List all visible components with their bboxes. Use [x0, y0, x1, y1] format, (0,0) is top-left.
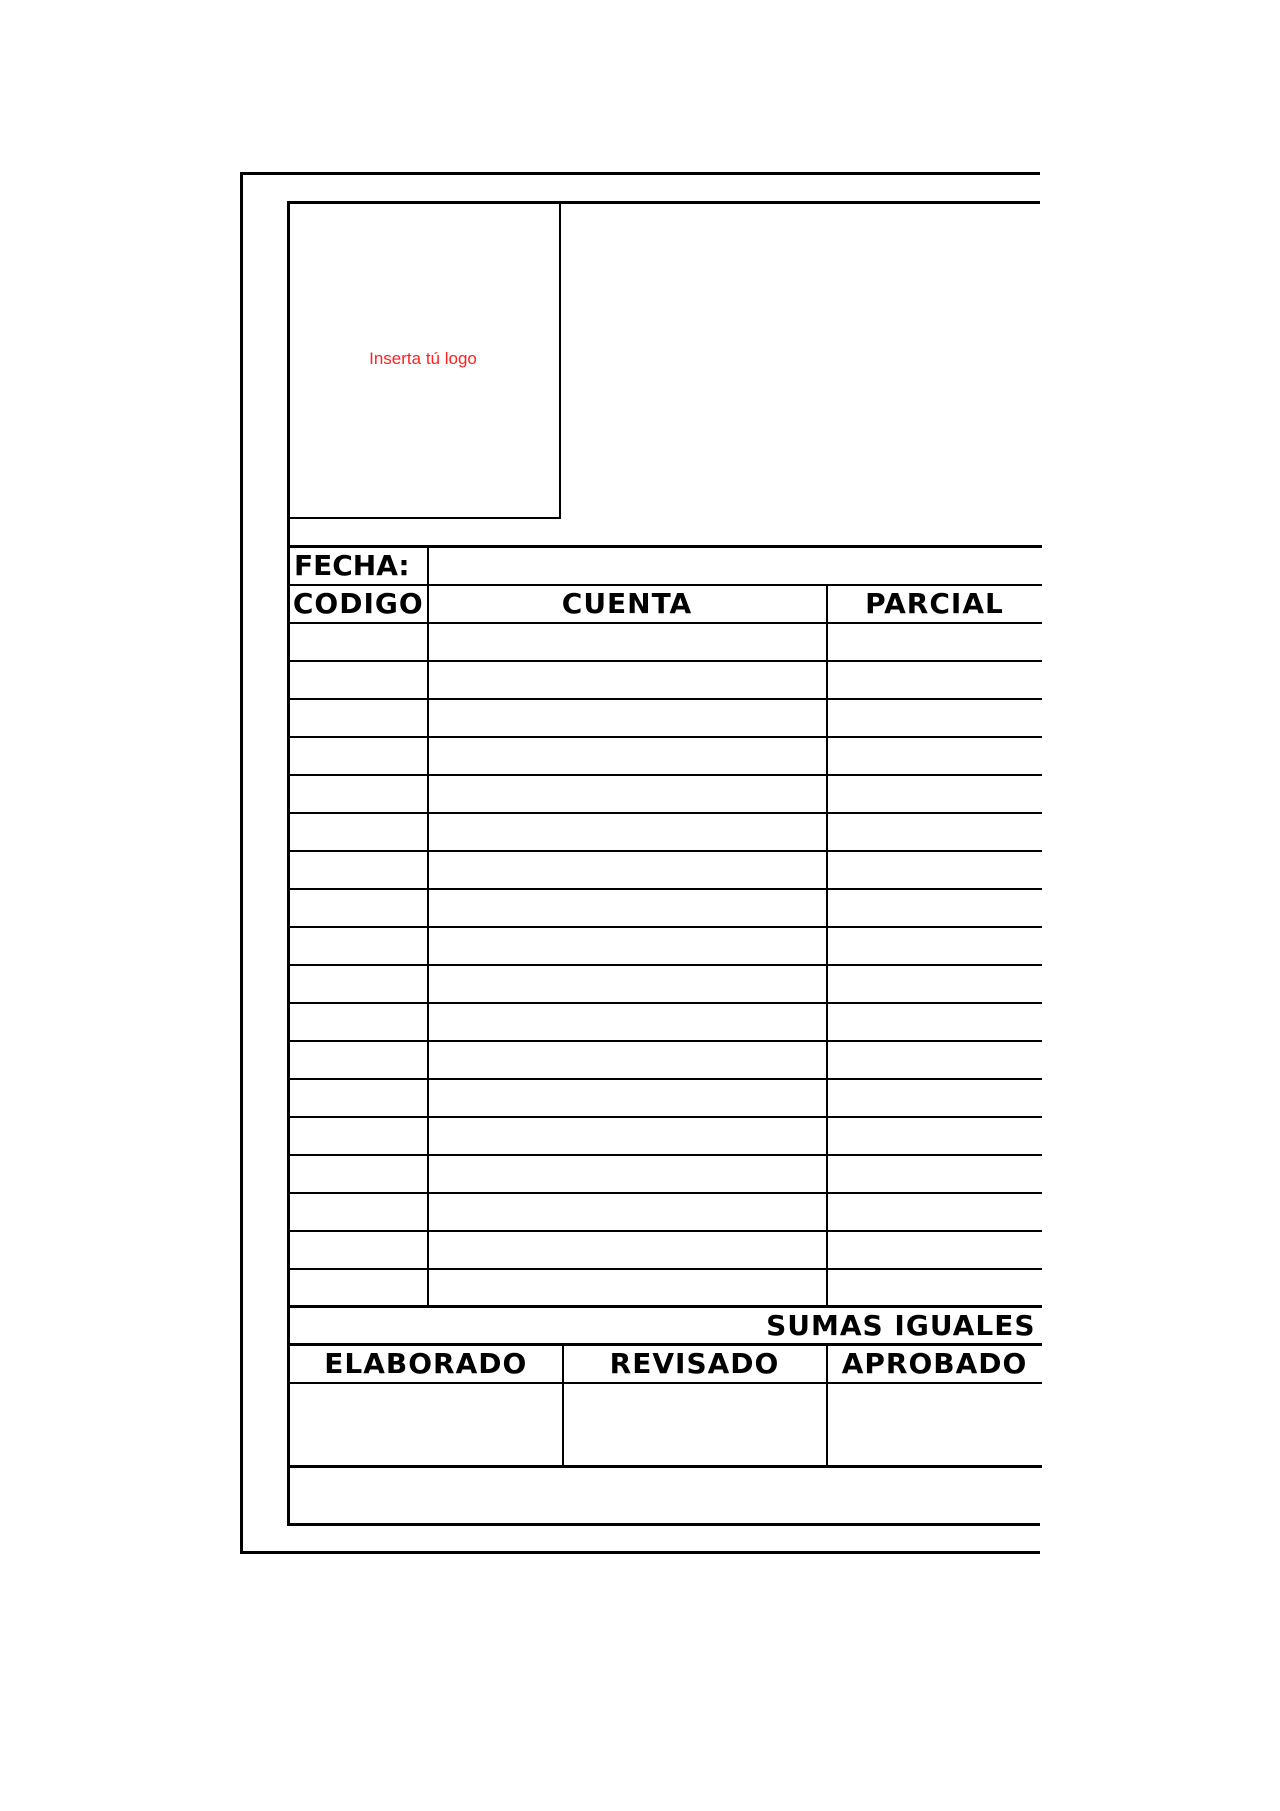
codigo-cell[interactable]: [289, 965, 428, 1003]
codigo-cell[interactable]: [289, 1231, 428, 1269]
cuenta-cell[interactable]: [428, 851, 827, 889]
table-row: [289, 775, 1042, 813]
codigo-cell[interactable]: [289, 737, 428, 775]
voucher-table: [287, 545, 1042, 1468]
logo-placeholder-text: Inserta tú logo: [369, 349, 477, 368]
cuenta-cell[interactable]: [428, 889, 827, 927]
signature-field-elaborado[interactable]: [289, 1383, 563, 1467]
column-header-codigo: CODIGO: [289, 585, 428, 623]
totals-label: SUMAS IGUALES: [289, 1307, 1042, 1345]
cuenta-cell[interactable]: [428, 1117, 827, 1155]
signature-label-revisado: REVISADO: [563, 1345, 827, 1383]
parcial-cell[interactable]: [827, 1269, 1042, 1307]
cuenta-cell[interactable]: [428, 1269, 827, 1307]
cuenta-cell[interactable]: [428, 699, 827, 737]
totals-row: [289, 1307, 1042, 1345]
table-row: [289, 661, 1042, 699]
codigo-cell[interactable]: [289, 851, 428, 889]
codigo-cell[interactable]: [289, 775, 428, 813]
table-row: [289, 965, 1042, 1003]
cuenta-cell[interactable]: [428, 927, 827, 965]
codigo-cell[interactable]: [289, 813, 428, 851]
parcial-cell[interactable]: [827, 623, 1042, 661]
parcial-cell[interactable]: [827, 813, 1042, 851]
signature-field-aprobado[interactable]: [827, 1383, 1042, 1467]
parcial-cell[interactable]: [827, 1231, 1042, 1269]
table-row: [289, 1079, 1042, 1117]
table-row: [289, 737, 1042, 775]
header-row: [289, 585, 1042, 623]
cuenta-cell[interactable]: [428, 1079, 827, 1117]
cuenta-cell[interactable]: [428, 1003, 827, 1041]
date-row: [289, 547, 1042, 585]
table-row: [289, 1117, 1042, 1155]
cuenta-cell[interactable]: [428, 661, 827, 699]
parcial-cell[interactable]: [827, 1041, 1042, 1079]
codigo-cell[interactable]: [289, 1117, 428, 1155]
table-row: [289, 1269, 1042, 1307]
cuenta-cell[interactable]: [428, 1155, 827, 1193]
table-row: [289, 623, 1042, 661]
signature-row: [289, 1383, 1042, 1467]
signature-label-aprobado: APROBADO: [827, 1345, 1042, 1383]
parcial-cell[interactable]: [827, 1079, 1042, 1117]
cuenta-cell[interactable]: [428, 775, 827, 813]
parcial-cell[interactable]: [827, 927, 1042, 965]
parcial-cell[interactable]: [827, 851, 1042, 889]
cuenta-cell[interactable]: [428, 1041, 827, 1079]
cuenta-cell[interactable]: [428, 965, 827, 1003]
cuenta-cell[interactable]: [428, 1193, 827, 1231]
table-row: [289, 813, 1042, 851]
signature-header-row: [289, 1345, 1042, 1383]
parcial-cell[interactable]: [827, 889, 1042, 927]
cuenta-cell[interactable]: [428, 1231, 827, 1269]
parcial-cell[interactable]: [827, 965, 1042, 1003]
codigo-cell[interactable]: [289, 699, 428, 737]
codigo-cell[interactable]: [289, 1155, 428, 1193]
parcial-cell[interactable]: [827, 1155, 1042, 1193]
signature-field-revisado[interactable]: [563, 1383, 827, 1467]
signature-label-elaborado: ELABORADO: [289, 1345, 563, 1383]
codigo-cell[interactable]: [289, 1269, 428, 1307]
logo-placeholder[interactable]: [287, 201, 561, 519]
date-label: FECHA:: [289, 547, 428, 585]
table-row: [289, 1155, 1042, 1193]
codigo-cell[interactable]: [289, 661, 428, 699]
codigo-cell[interactable]: [289, 1041, 428, 1079]
codigo-cell[interactable]: [289, 623, 428, 661]
parcial-cell[interactable]: [827, 775, 1042, 813]
table-row: [289, 699, 1042, 737]
cuenta-cell[interactable]: [428, 737, 827, 775]
codigo-cell[interactable]: [289, 1193, 428, 1231]
table-row: [289, 1041, 1042, 1079]
table-row: [289, 1193, 1042, 1231]
codigo-cell[interactable]: [289, 1003, 428, 1041]
table-row: [289, 1231, 1042, 1269]
column-header-cuenta: CUENTA: [428, 585, 827, 623]
codigo-cell[interactable]: [289, 889, 428, 927]
cuenta-cell[interactable]: [428, 623, 827, 661]
parcial-cell[interactable]: [827, 1193, 1042, 1231]
parcial-cell[interactable]: [827, 1003, 1042, 1041]
table-row: [289, 927, 1042, 965]
codigo-cell[interactable]: [289, 1079, 428, 1117]
parcial-cell[interactable]: [827, 737, 1042, 775]
table-row: [289, 889, 1042, 927]
cuenta-cell[interactable]: [428, 813, 827, 851]
table-row: [289, 1003, 1042, 1041]
parcial-cell[interactable]: [827, 661, 1042, 699]
column-header-parcial: PARCIAL: [827, 585, 1042, 623]
codigo-cell[interactable]: [289, 927, 428, 965]
date-field[interactable]: [428, 547, 1042, 585]
parcial-cell[interactable]: [827, 1117, 1042, 1155]
parcial-cell[interactable]: [827, 699, 1042, 737]
table-row: [289, 851, 1042, 889]
